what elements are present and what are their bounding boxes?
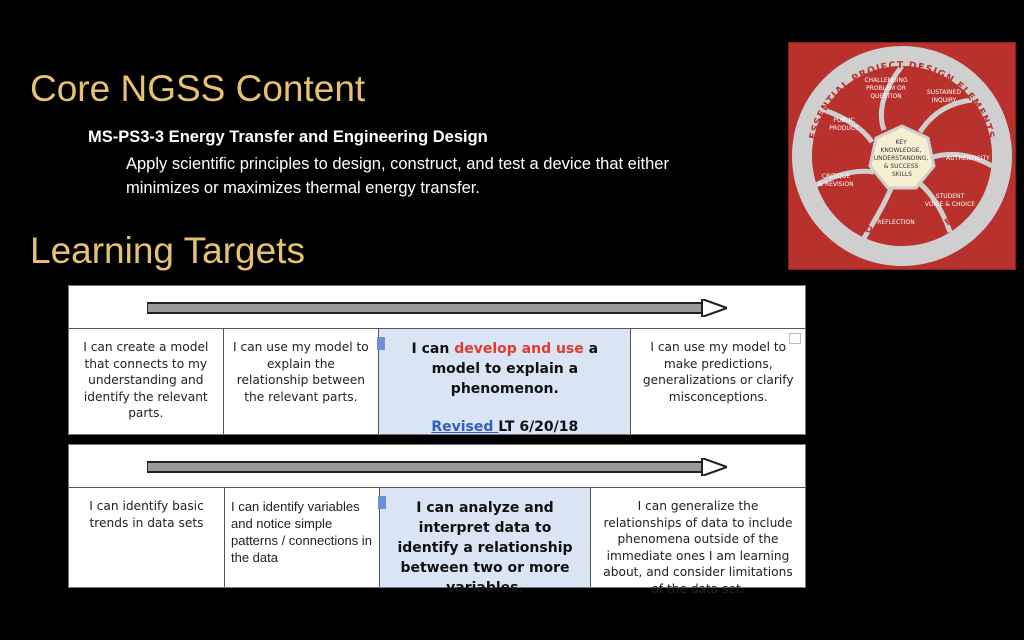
- dropdown-icon[interactable]: [789, 333, 801, 344]
- revised-date: LT 6/20/18: [498, 419, 579, 435]
- bookmark-icon: [378, 496, 386, 509]
- learning-targets-heading: Learning Targets: [30, 230, 305, 271]
- revised-link[interactable]: Revised: [431, 419, 499, 435]
- progression-arrow-row: [69, 286, 805, 329]
- data-target-cell-2: I can identify variables and notice simple patterns / connections in the data: [225, 488, 380, 587]
- standard-description: Apply scientific principles to design, construct, and test a device that either minimizes or maximizes thermal energy transfer.: [126, 155, 669, 197]
- pbl-segment-challenge: CHALLENGING PROBLEM OR QUESTION: [864, 77, 908, 100]
- pbl-segment-public: PUBLIC PRODUCT: [829, 117, 859, 132]
- highlight-text-start: I can: [411, 341, 455, 357]
- data-target-cell-4: I can generalize the relationships of data to include phenomena outside of the immediate ones I am learning about, and consider limitations of the data set.: [603, 499, 793, 596]
- target-cell-highlight: [379, 329, 631, 434]
- progression-arrow-icon: [147, 299, 727, 317]
- learning-target-table-data: [68, 444, 806, 596]
- highlight-text-end: a model to explain a phenomenon.: [431, 341, 599, 397]
- pbl-segment-reflection: REFLECTION: [877, 219, 915, 226]
- core-content-heading: Core NGSS Content: [30, 68, 366, 109]
- learning-target-table-modeling: [68, 285, 806, 435]
- standard-code: MS-PS3-3 Energy Transfer and Engineering Design: [88, 128, 488, 146]
- pbl-segment-inquiry: SUSTAINED INQUIRY: [927, 89, 961, 104]
- target-cell-4: [631, 329, 805, 434]
- pbl-segment-critique: CRITIQUE & REVISION: [818, 173, 854, 188]
- highlight-red-text: develop and use: [454, 341, 584, 357]
- pbl-center-text: KEY KNOWLEDGE, UNDERSTANDING, & SUCCESS SKILLS: [873, 139, 929, 178]
- data-highlight-text: I can analyze and interpret data to identify a relationship between two or more variables.: [397, 500, 573, 596]
- progression-arrow-row: [69, 445, 805, 488]
- progression-arrow-icon: [147, 458, 727, 476]
- bookmark-icon: [377, 337, 385, 350]
- target-cell-1: I can create a model that connects to my understanding and identify the relevant parts.: [69, 329, 224, 434]
- data-target-cell-1: I can identify basic trends in data sets: [69, 488, 225, 587]
- target-cell-4-text: I can use my model to make predictions, generalizations or clarify misconceptions.: [642, 340, 794, 404]
- pbl-segment-voice: STUDENT VOICE & CHOICE: [924, 193, 976, 208]
- gold-standard-pbl-diagram: [788, 42, 1016, 270]
- pbl-title-arc: ESSENTIAL PROJECT DESIGN ELEMENTS: [807, 59, 997, 141]
- target-cell-2: I can use my model to explain the relationship between the relevant parts.: [224, 329, 380, 434]
- data-target-cell-highlight: [380, 488, 591, 596]
- pbl-segment-authenticity: AUTHENTICITY: [946, 155, 990, 162]
- pbl-subtitle-arc: GOLD STANDARD PBL: [843, 211, 961, 244]
